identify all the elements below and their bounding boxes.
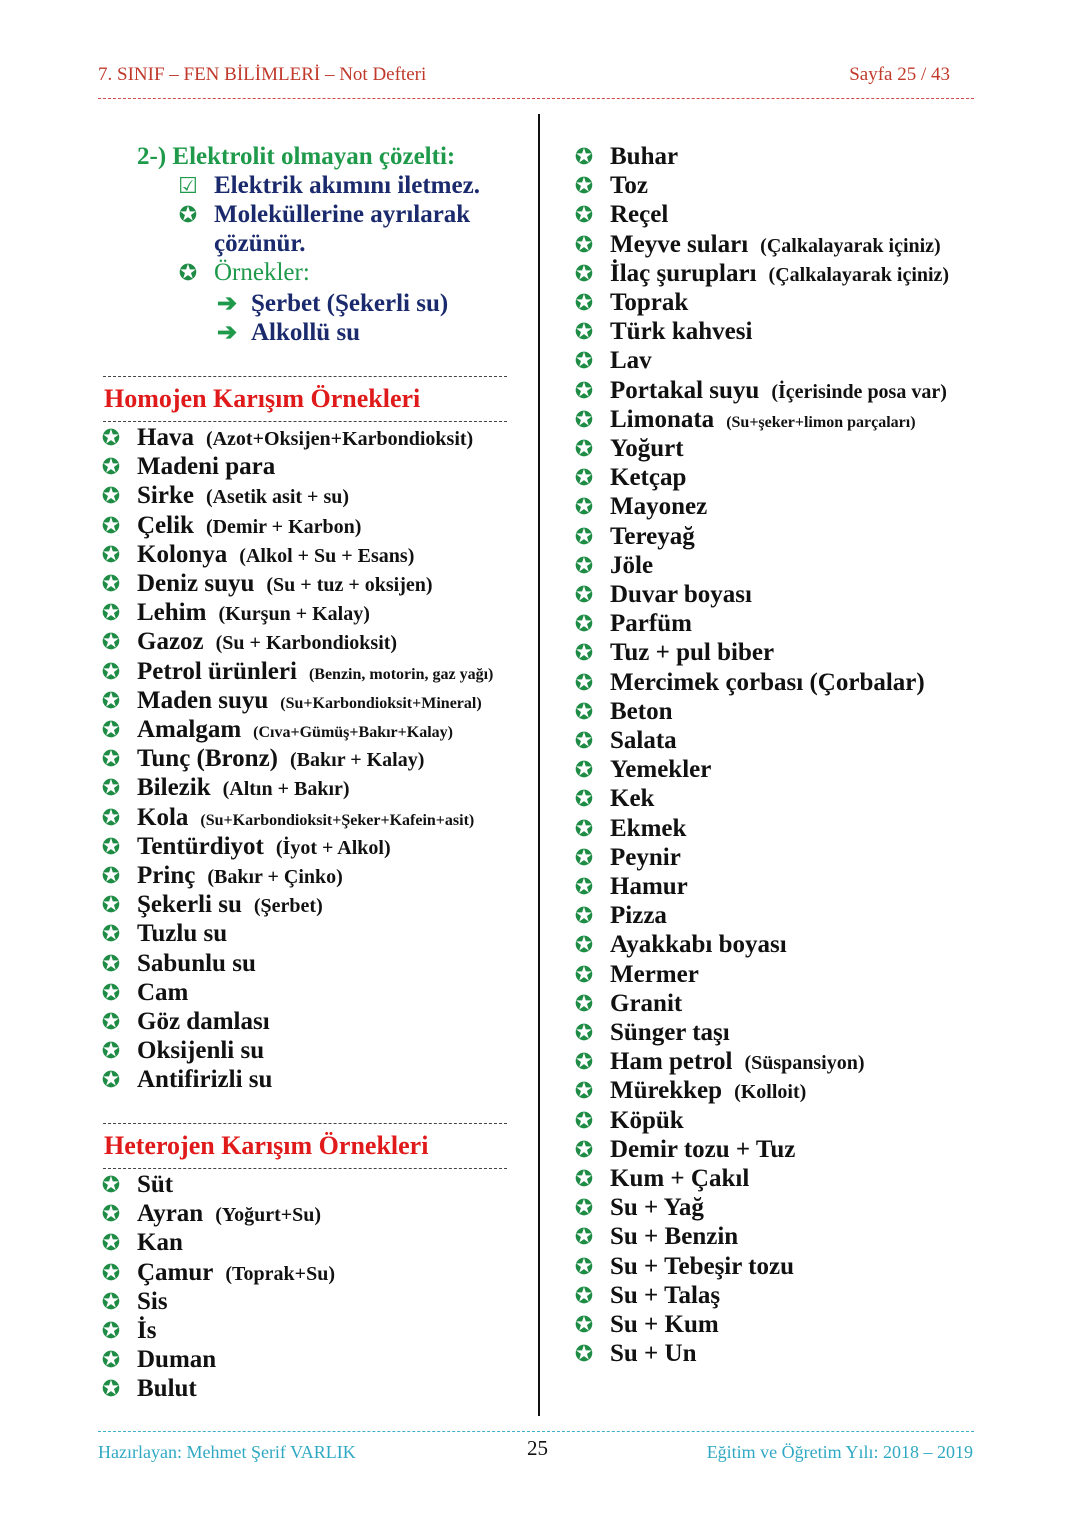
list-item-name: Su + Un bbox=[610, 1340, 697, 1368]
intro-example-item bbox=[217, 318, 360, 347]
list-item-name: Tunç (Bronz) bbox=[137, 745, 279, 773]
list-item-name: Yemekler bbox=[610, 756, 712, 784]
list-item bbox=[572, 552, 653, 580]
list-item bbox=[572, 1340, 697, 1368]
list-item-name: Su + Yağ bbox=[610, 1194, 704, 1222]
list-item-name: Buhar bbox=[610, 143, 679, 170]
list-item bbox=[572, 143, 678, 171]
list-item bbox=[572, 1311, 719, 1339]
list-item-note: (Cıva+Gümüş+Bakır+Kalay) bbox=[253, 724, 453, 741]
list-item bbox=[572, 1253, 794, 1281]
list-item-name: Duman bbox=[137, 1346, 217, 1374]
star-circle-icon: ✪ bbox=[574, 1195, 594, 1221]
list-item-note: (Çalkalayarak içiniz) bbox=[768, 263, 950, 286]
star-circle-icon: ✪ bbox=[574, 611, 594, 637]
list-item bbox=[572, 931, 787, 959]
list-item-name: Yoğurt bbox=[610, 435, 684, 462]
star-circle-icon: ✪ bbox=[574, 874, 594, 899]
list-item-name: Limonata bbox=[610, 405, 715, 433]
list-item bbox=[572, 435, 684, 463]
list-item bbox=[99, 1200, 321, 1228]
star-circle-icon: ✪ bbox=[574, 640, 594, 666]
section-divider bbox=[103, 1123, 507, 1124]
star-circle-icon: ✪ bbox=[101, 1230, 121, 1256]
star-circle-icon: ✪ bbox=[101, 979, 121, 1005]
star-circle-icon: ✪ bbox=[574, 319, 594, 345]
star-circle-icon: ✪ bbox=[101, 1288, 121, 1314]
star-circle-icon: ✪ bbox=[574, 815, 594, 841]
list-item-name: Cam bbox=[137, 978, 189, 1006]
star-circle-icon: ✪ bbox=[574, 728, 594, 753]
list-item-note: (Yoğurt+Su) bbox=[215, 1204, 322, 1227]
list-item-name: Madeni para bbox=[137, 453, 276, 481]
list-item-name: Maden suyu bbox=[137, 686, 269, 714]
list-item-name: Kan bbox=[137, 1229, 183, 1257]
page-indicator: Sayfa 25 / 43 bbox=[849, 64, 950, 85]
list-item bbox=[99, 541, 414, 569]
list-item-note: (Kurşun + Kalay) bbox=[218, 603, 370, 626]
list-item-note: (Su + tuz + oksijen) bbox=[266, 574, 433, 596]
list-item-name: Amalgam bbox=[137, 716, 242, 743]
list-item-name: Parfüm bbox=[610, 610, 692, 638]
list-item bbox=[572, 1107, 684, 1135]
star-circle-icon: ✪ bbox=[101, 921, 121, 947]
list-item bbox=[572, 610, 692, 638]
list-item-name: Süt bbox=[137, 1171, 174, 1198]
list-item bbox=[572, 464, 686, 492]
list-item-name: Sabunlu su bbox=[137, 949, 256, 977]
list-item bbox=[99, 1346, 216, 1374]
list-item-name: Tereyağ bbox=[610, 522, 695, 550]
star-circle-icon: ✪ bbox=[101, 454, 121, 480]
list-item bbox=[572, 377, 947, 405]
list-item-note: (İçerisinde posa var) bbox=[771, 380, 947, 403]
list-item bbox=[99, 1375, 197, 1403]
list-item bbox=[99, 833, 391, 861]
list-item-name: Lehim bbox=[137, 599, 207, 627]
star-circle-icon: ✪ bbox=[101, 687, 121, 713]
intro-check-line bbox=[176, 172, 480, 200]
list-item-name: Oksijenli su bbox=[137, 1037, 265, 1065]
star-circle-icon: ✪ bbox=[101, 950, 121, 976]
list-item bbox=[572, 844, 681, 872]
list-item-name: Meyve suları bbox=[610, 230, 749, 258]
star-circle-icon: ✪ bbox=[574, 1049, 594, 1075]
list-item-name: Ayakkabı boyası bbox=[610, 931, 787, 959]
list-item-note: (Süspansiyon) bbox=[744, 1052, 865, 1075]
list-item-note: (Bakır + Çinko) bbox=[207, 866, 343, 888]
star-circle-icon: ✪ bbox=[101, 425, 121, 450]
star-circle-icon: ✪ bbox=[574, 173, 594, 199]
list-item bbox=[99, 599, 370, 627]
list-item-name: Bilezik bbox=[137, 774, 211, 802]
list-item-name: Gazoz bbox=[137, 628, 204, 656]
list-item bbox=[99, 1259, 335, 1287]
list-item bbox=[572, 1048, 865, 1076]
list-item bbox=[99, 920, 227, 948]
star-circle-icon: ✪ bbox=[101, 804, 121, 830]
intro-star-text-2: çözünür. bbox=[214, 230, 306, 257]
section-divider bbox=[103, 421, 507, 422]
list-item-name: Lav bbox=[610, 347, 652, 375]
list-item bbox=[99, 628, 397, 656]
list-item-name: İlaç şurupları bbox=[610, 259, 757, 287]
list-item bbox=[572, 815, 686, 843]
intro-example-text: Alkollü su bbox=[251, 319, 361, 346]
star-circle-icon: ✪ bbox=[101, 717, 121, 742]
list-item bbox=[572, 172, 648, 200]
star-circle-icon: ✪ bbox=[574, 903, 594, 929]
star-circle-icon: ✪ bbox=[574, 669, 594, 695]
star-circle-icon: ✪ bbox=[574, 552, 594, 578]
star-circle-icon: ✪ bbox=[574, 1341, 594, 1367]
heterojen-title: Heterojen Karışım Örnekleri bbox=[104, 1131, 429, 1160]
star-circle-icon: ✪ bbox=[574, 757, 594, 783]
list-item-name: Tentürdiyot bbox=[137, 832, 264, 860]
star-circle-icon: ✪ bbox=[574, 494, 594, 520]
star-circle-icon: ✪ bbox=[574, 231, 594, 257]
right-arrow-icon: ➔ bbox=[217, 320, 238, 346]
list-item-name: Kola bbox=[137, 803, 189, 831]
list-item bbox=[572, 756, 711, 784]
list-item bbox=[572, 1077, 806, 1105]
list-item bbox=[99, 482, 349, 510]
list-item bbox=[99, 1229, 183, 1257]
list-item-name: Sis bbox=[137, 1287, 168, 1315]
list-item bbox=[572, 1019, 730, 1047]
list-item bbox=[572, 289, 688, 317]
footer-divider bbox=[98, 1431, 974, 1432]
list-item bbox=[99, 891, 323, 919]
list-item bbox=[99, 570, 433, 598]
list-item-note: (Su + Karbondioksit) bbox=[215, 632, 398, 655]
list-item-name: Beton bbox=[610, 697, 673, 725]
star-circle-icon: ✪ bbox=[101, 658, 121, 684]
star-circle-icon: ✪ bbox=[101, 512, 121, 538]
list-item bbox=[572, 727, 677, 755]
list-item-name: Çelik bbox=[137, 511, 194, 539]
star-circle-icon: ✪ bbox=[574, 523, 594, 549]
list-item bbox=[99, 658, 493, 686]
intro-examples-label: Örnekler: bbox=[214, 259, 310, 286]
star-circle-icon: ✪ bbox=[574, 1312, 594, 1337]
star-circle-icon: ✪ bbox=[574, 465, 594, 491]
document-title: 7. SINIF – FEN BİLİMLERİ – Not Defteri bbox=[98, 64, 427, 85]
star-circle-icon: ✪ bbox=[574, 961, 594, 987]
list-item-note: (Su+şeker+limon parçaları) bbox=[726, 413, 916, 431]
right-arrow-icon: ➔ bbox=[217, 291, 238, 317]
list-item bbox=[572, 902, 667, 930]
list-item bbox=[99, 950, 256, 978]
star-circle-icon: ✪ bbox=[101, 892, 121, 918]
list-item bbox=[99, 774, 350, 802]
intro-star-line bbox=[176, 201, 470, 229]
list-item-name: Jöle bbox=[610, 551, 654, 579]
list-item-name: Köpük bbox=[610, 1106, 684, 1134]
star-circle-icon: ✪ bbox=[101, 833, 121, 859]
star-circle-icon: ✪ bbox=[574, 1253, 594, 1279]
list-item bbox=[572, 1282, 720, 1310]
star-circle-icon: ✪ bbox=[574, 406, 594, 432]
list-item-name: Kum + Çakıl bbox=[610, 1165, 750, 1192]
list-item-name: Su + Kum bbox=[610, 1311, 719, 1338]
intro-heading: 2-) Elektrolit olmayan çözelti: bbox=[137, 143, 456, 170]
list-item-name: Hava bbox=[137, 424, 194, 451]
list-item bbox=[572, 669, 925, 697]
intro-star-line-2 bbox=[214, 230, 305, 258]
list-item bbox=[99, 716, 453, 744]
column-divider bbox=[538, 114, 540, 1416]
list-item bbox=[99, 745, 424, 773]
star-circle-icon: ✪ bbox=[101, 541, 121, 567]
list-item bbox=[99, 804, 474, 832]
list-item-name: Su + Benzin bbox=[610, 1223, 739, 1251]
list-item bbox=[99, 453, 275, 481]
star-circle-icon: ✪ bbox=[574, 844, 594, 870]
list-item-note: (Toprak+Su) bbox=[225, 1262, 335, 1285]
list-item bbox=[99, 424, 473, 452]
list-item-note: (İyot + Alkol) bbox=[275, 836, 391, 859]
list-item-name: Tuz + pul biber bbox=[610, 639, 775, 667]
list-item-note: (Şerbet) bbox=[253, 895, 323, 918]
intro-heading-line bbox=[137, 143, 455, 171]
star-circle-icon: ✪ bbox=[574, 290, 594, 315]
intro-example-text: Şerbet (Şekerli su) bbox=[251, 290, 449, 317]
list-item bbox=[572, 1136, 795, 1164]
footer-year: Eğitim ve Öğretim Yılı: 2018 – 2019 bbox=[706, 1442, 973, 1462]
star-circle-icon: ✪ bbox=[574, 786, 594, 812]
star-circle-icon: ✪ bbox=[574, 436, 594, 461]
list-item bbox=[572, 698, 673, 726]
list-item-name: Mürekkep bbox=[610, 1077, 723, 1105]
star-circle-icon: ✪ bbox=[574, 1224, 594, 1250]
list-item bbox=[572, 581, 752, 609]
star-circle-icon: ✪ bbox=[101, 1172, 121, 1197]
list-item-name: Göz damlası bbox=[137, 1008, 270, 1035]
list-item-name: Toz bbox=[610, 172, 648, 200]
star-circle-icon: ✪ bbox=[574, 1166, 594, 1191]
list-item-name: Kolonya bbox=[137, 540, 228, 568]
list-item-name: Sünger taşı bbox=[610, 1019, 730, 1046]
star-circle-icon: ✪ bbox=[574, 1020, 594, 1045]
list-item bbox=[99, 1288, 168, 1316]
star-circle-icon: ✪ bbox=[574, 260, 594, 286]
star-circle-icon: ✪ bbox=[574, 1078, 594, 1104]
list-item bbox=[572, 785, 654, 813]
footer-author: Hazırlayan: Mehmet Şerif VARLIK bbox=[98, 1442, 356, 1462]
star-circle-icon: ✪ bbox=[101, 1259, 121, 1285]
star-circle-icon: ✪ bbox=[574, 377, 594, 403]
list-item-name: Demir tozu + Tuz bbox=[610, 1135, 796, 1163]
list-item bbox=[572, 990, 682, 1018]
list-item-name: Türk kahvesi bbox=[610, 318, 753, 346]
list-item-note: (Demir + Karbon) bbox=[205, 515, 362, 538]
star-circle-icon: ✪ bbox=[574, 990, 594, 1016]
list-item-note: (Asetik asit + su) bbox=[205, 486, 350, 509]
list-item-name: Granit bbox=[610, 989, 683, 1017]
star-circle-icon: ✪ bbox=[574, 348, 594, 374]
list-item-name: Antifirizli su bbox=[137, 1066, 273, 1094]
star-circle-icon: ✪ bbox=[101, 571, 121, 596]
list-item-name: Duvar boyası bbox=[610, 581, 752, 608]
list-item-name: Toprak bbox=[610, 289, 689, 316]
star-circle-icon: ✪ bbox=[101, 600, 121, 626]
list-item bbox=[99, 687, 482, 715]
list-item-name: Deniz suyu bbox=[137, 570, 255, 597]
list-item bbox=[572, 231, 941, 259]
star-circle-icon: ✪ bbox=[101, 1038, 121, 1064]
star-circle-icon: ✪ bbox=[574, 1107, 594, 1133]
list-item-name: Su + Tebeşir tozu bbox=[610, 1252, 794, 1280]
list-item-name: Reçel bbox=[610, 201, 669, 229]
list-item-name: Ekmek bbox=[610, 814, 687, 842]
star-circle-icon: ✪ bbox=[574, 144, 594, 169]
list-item-name: Hamur bbox=[610, 873, 688, 900]
star-circle-icon: ✪ bbox=[101, 775, 121, 801]
list-item bbox=[99, 979, 188, 1007]
list-item-name: Tuzlu su bbox=[137, 920, 228, 948]
section-divider bbox=[103, 376, 507, 377]
list-item bbox=[572, 1165, 749, 1193]
list-item-name: Portakal suyu bbox=[610, 376, 760, 404]
list-item-name: Sirke bbox=[137, 482, 194, 510]
list-item-name: Mercimek çorbası (Çorbalar) bbox=[610, 668, 925, 696]
list-item-name: Ketçap bbox=[610, 464, 687, 492]
list-item bbox=[572, 406, 916, 434]
star-circle-icon: ✪ bbox=[574, 698, 594, 724]
list-item-note: (Su+Karbondioksit+Mineral) bbox=[280, 694, 482, 712]
list-item bbox=[99, 1008, 270, 1036]
star-circle-icon: ✪ bbox=[574, 1282, 594, 1308]
list-item-name: Ayran bbox=[137, 1200, 204, 1228]
star-circle-icon: ✪ bbox=[101, 1318, 121, 1343]
star-circle-icon: ✪ bbox=[101, 483, 121, 509]
list-item bbox=[572, 493, 707, 521]
list-item-note: (Çalkalayarak içiniz) bbox=[760, 234, 941, 257]
list-item-name: Salata bbox=[610, 727, 677, 754]
star-circle-icon: ✪ bbox=[101, 629, 121, 655]
list-item bbox=[572, 1223, 738, 1251]
list-item bbox=[99, 1037, 264, 1065]
list-item-name: Mayonez bbox=[610, 493, 708, 521]
star-circle-icon: ✪ bbox=[101, 1009, 121, 1034]
list-item-note: (Altın + Bakır) bbox=[222, 778, 350, 801]
header-divider bbox=[98, 98, 974, 99]
list-item-note: (Benzin, motorin, gaz yağı) bbox=[308, 665, 494, 683]
list-item bbox=[99, 1317, 156, 1345]
list-item-name: Bulut bbox=[137, 1375, 197, 1403]
list-item bbox=[572, 318, 752, 346]
list-item-name: Çamur bbox=[137, 1258, 214, 1286]
list-item bbox=[572, 873, 688, 901]
list-item bbox=[572, 260, 949, 288]
section-divider bbox=[103, 1168, 507, 1169]
list-item-name: Peynir bbox=[610, 843, 681, 871]
list-item-name: Mermer bbox=[610, 960, 699, 988]
list-item-note: (Alkol + Su + Esans) bbox=[239, 544, 415, 567]
star-circle-icon: ✪ bbox=[574, 1136, 594, 1162]
list-item-name: Prinç bbox=[137, 862, 196, 889]
list-item-name: Kek bbox=[610, 785, 655, 813]
star-circle-icon: ✪ bbox=[574, 202, 594, 228]
star-circle-icon: ✪ bbox=[101, 746, 121, 772]
star-circle-icon: ✪ bbox=[101, 863, 121, 888]
star-circle-icon: ✪ bbox=[178, 202, 198, 227]
list-item bbox=[99, 1066, 272, 1094]
list-item-note: (Su+Karbondioksit+Şeker+Kafein+asit) bbox=[200, 811, 475, 829]
checkbox-icon: ☑ bbox=[178, 173, 198, 198]
star-circle-icon: ✪ bbox=[101, 1347, 121, 1373]
list-item bbox=[572, 523, 695, 551]
list-item bbox=[99, 512, 361, 540]
list-item-note: (Kolloit) bbox=[734, 1081, 807, 1104]
list-item-name: Ham petrol bbox=[610, 1048, 733, 1076]
list-item bbox=[572, 961, 699, 989]
list-item-note: (Bakır + Kalay) bbox=[290, 749, 425, 772]
list-item bbox=[572, 201, 668, 229]
list-item bbox=[99, 862, 343, 890]
list-item-name: Pizza bbox=[610, 902, 667, 930]
footer-page-number: 25 bbox=[527, 1436, 548, 1460]
list-item-name: Su + Talaş bbox=[610, 1281, 721, 1309]
list-item bbox=[572, 347, 652, 375]
homojen-title: Homojen Karışım Örnekleri bbox=[104, 384, 421, 413]
list-item bbox=[572, 1194, 704, 1222]
star-circle-icon: ✪ bbox=[101, 1376, 121, 1402]
list-item-note: (Azot+Oksijen+Karbondioksit) bbox=[205, 428, 474, 450]
star-circle-icon: ✪ bbox=[574, 932, 594, 958]
star-circle-icon: ✪ bbox=[574, 582, 594, 607]
list-item-name: İs bbox=[137, 1317, 157, 1344]
intro-example-item bbox=[217, 289, 448, 318]
intro-star-text-1: Moleküllerine ayrılarak bbox=[214, 201, 471, 228]
list-item-name: Petrol ürünleri bbox=[137, 657, 297, 685]
intro-examples-line bbox=[176, 259, 310, 287]
list-item bbox=[572, 639, 774, 667]
list-item bbox=[99, 1171, 173, 1199]
star-circle-icon: ✪ bbox=[101, 1201, 121, 1227]
list-item-name: Şekerli su bbox=[137, 891, 242, 919]
star-circle-icon: ✪ bbox=[101, 1067, 121, 1093]
intro-check-text: Elektrik akımını iletmez. bbox=[214, 172, 480, 199]
star-circle-icon: ✪ bbox=[178, 260, 198, 285]
